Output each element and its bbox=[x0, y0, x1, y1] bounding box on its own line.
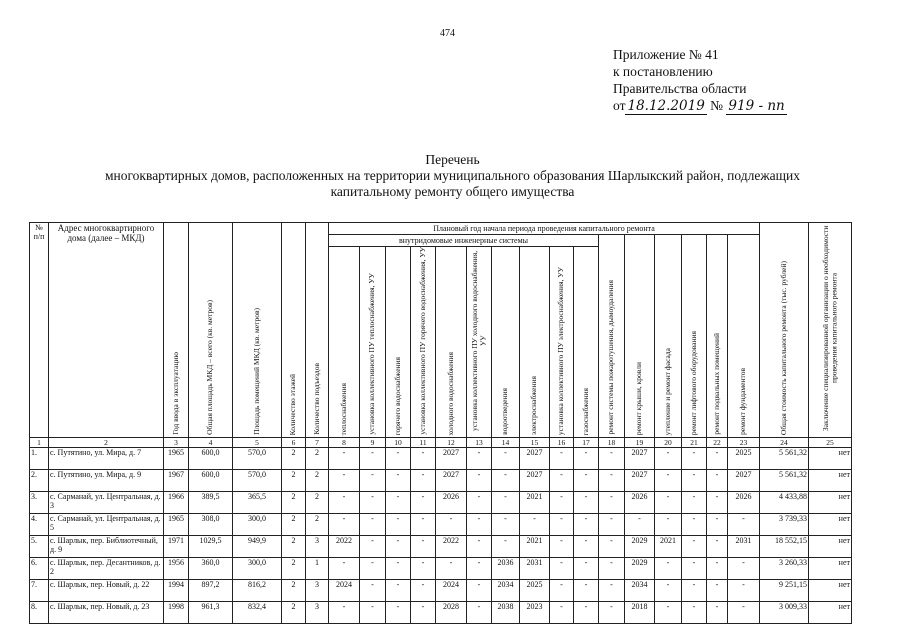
table-cell: - bbox=[574, 558, 599, 580]
table-cell: - bbox=[550, 580, 574, 602]
table-cell: 2 bbox=[282, 514, 306, 536]
table-cell: - bbox=[360, 514, 386, 536]
table-cell: - bbox=[599, 514, 625, 536]
document-title bbox=[0, 152, 905, 200]
table-cell: - bbox=[360, 470, 386, 492]
header-elevator: ремонт лифтового оборудования bbox=[682, 235, 707, 438]
table-cell: 2022 bbox=[436, 536, 467, 558]
column-number: 25 bbox=[809, 438, 852, 448]
appendix-line-4 bbox=[613, 97, 787, 115]
table-cell: - bbox=[360, 580, 386, 602]
table-cell: - bbox=[599, 602, 625, 624]
address-cell: с. Сарманай, ул. Центральная, д. 5 bbox=[49, 514, 164, 536]
table-cell: 5 561,32 bbox=[760, 470, 809, 492]
table-cell: 2021 bbox=[655, 536, 682, 558]
column-number-row bbox=[30, 438, 852, 448]
address-cell: с. Сарманай, ул. Центральная, д. 3 bbox=[49, 492, 164, 514]
table-cell: - bbox=[492, 514, 520, 536]
table-cell: 2029 bbox=[625, 558, 655, 580]
header-facade: утепление и ремонт фасада bbox=[655, 235, 682, 438]
table-cell: - bbox=[599, 470, 625, 492]
header-heat-meter: установка коллективного ПУ теплоснабжения, УУ bbox=[360, 247, 386, 438]
table-cell: 300,0 bbox=[233, 514, 282, 536]
table-cell: 1994 bbox=[164, 580, 189, 602]
table-cell: - bbox=[655, 602, 682, 624]
appendix-line-3: Правительства области bbox=[613, 81, 747, 96]
table-cell: 2. bbox=[30, 470, 49, 492]
table-cell: 2 bbox=[282, 492, 306, 514]
column-number: 9 bbox=[360, 438, 386, 448]
table-cell: - bbox=[682, 514, 707, 536]
address-cell: с. Путятино, ул. Мира, д. 9 bbox=[49, 470, 164, 492]
table-cell: 2034 bbox=[492, 580, 520, 602]
table-cell: 2027 bbox=[520, 470, 550, 492]
table-cell: - bbox=[655, 580, 682, 602]
table-cell: - bbox=[655, 448, 682, 470]
table-cell: - bbox=[386, 536, 411, 558]
header-cold-water: холодного водоснабжения bbox=[436, 247, 467, 438]
column-number: 20 bbox=[655, 438, 682, 448]
table-cell: 2018 bbox=[625, 602, 655, 624]
table-cell: 2 bbox=[306, 470, 329, 492]
table-cell: - bbox=[574, 492, 599, 514]
header-floors: Количество этажей bbox=[282, 223, 306, 438]
table-cell: 8. bbox=[30, 602, 49, 624]
table-cell: 570,0 bbox=[233, 470, 282, 492]
table-cell: 300,0 bbox=[233, 558, 282, 580]
table-cell: - bbox=[411, 514, 436, 536]
header-total-cost: Общая стоимость капитального ремонта (тыс. рублей) bbox=[760, 223, 809, 438]
table-cell: - bbox=[682, 558, 707, 580]
table-cell: 308,0 bbox=[189, 514, 233, 536]
table-cell: 2 bbox=[282, 558, 306, 580]
table-cell: 1965 bbox=[164, 448, 189, 470]
number-sign: № bbox=[710, 98, 724, 113]
table-cell: - bbox=[574, 580, 599, 602]
table-cell: - bbox=[728, 514, 760, 536]
table-cell: - bbox=[550, 536, 574, 558]
table-cell: - bbox=[360, 558, 386, 580]
table-cell: - bbox=[550, 448, 574, 470]
table-cell: - bbox=[655, 558, 682, 580]
table-cell: 1029,5 bbox=[189, 536, 233, 558]
table-body bbox=[30, 438, 852, 624]
table-cell: нет bbox=[809, 536, 852, 558]
houses-table bbox=[29, 222, 852, 624]
table-cell: 365,5 bbox=[233, 492, 282, 514]
header-electricity-meter: установка коллективного ПУ электроснабжения, УУ bbox=[550, 247, 574, 438]
table-cell: 3 260,33 bbox=[760, 558, 809, 580]
table-cell: нет bbox=[809, 558, 852, 580]
table-cell: - bbox=[360, 448, 386, 470]
table-row bbox=[30, 558, 852, 580]
table-cell: - bbox=[550, 470, 574, 492]
table-cell: - bbox=[707, 448, 728, 470]
table-cell: - bbox=[707, 470, 728, 492]
table-cell: - bbox=[599, 448, 625, 470]
table-cell: нет bbox=[809, 492, 852, 514]
table-cell: 2034 bbox=[625, 580, 655, 602]
header-num: № п/п bbox=[30, 223, 49, 438]
table-cell: - bbox=[467, 470, 492, 492]
table-cell: 2024 bbox=[329, 580, 360, 602]
table-cell: 389,5 bbox=[189, 492, 233, 514]
column-number: 22 bbox=[707, 438, 728, 448]
table-cell: - bbox=[707, 558, 728, 580]
header-entrances: Количество подъездов bbox=[306, 223, 329, 438]
table-cell: - bbox=[707, 602, 728, 624]
table-cell: - bbox=[329, 492, 360, 514]
table-cell: - bbox=[467, 536, 492, 558]
table-cell: 2022 bbox=[329, 536, 360, 558]
header-total-area: Общая площадь МКД – всего (кв. метров) bbox=[189, 223, 233, 438]
table-cell: 3. bbox=[30, 492, 49, 514]
column-number: 14 bbox=[492, 438, 520, 448]
table-cell: - bbox=[360, 602, 386, 624]
table-cell: 2025 bbox=[728, 448, 760, 470]
table-cell: 2024 bbox=[436, 580, 467, 602]
table-cell: 2 bbox=[306, 448, 329, 470]
table-cell: 2025 bbox=[520, 580, 550, 602]
table-cell: 2029 bbox=[625, 536, 655, 558]
table-cell: 3 739,33 bbox=[760, 514, 809, 536]
table-cell: 1967 bbox=[164, 470, 189, 492]
table-cell: - bbox=[574, 602, 599, 624]
table-cell: - bbox=[386, 492, 411, 514]
table-cell: - bbox=[655, 492, 682, 514]
table-cell: 600,0 bbox=[189, 470, 233, 492]
table-row bbox=[30, 580, 852, 602]
table-cell: 4 433,88 bbox=[760, 492, 809, 514]
table-row bbox=[30, 602, 852, 624]
table-cell: 2021 bbox=[520, 536, 550, 558]
table-cell: - bbox=[599, 558, 625, 580]
column-number: 13 bbox=[467, 438, 492, 448]
column-number: 7 bbox=[306, 438, 329, 448]
table-cell: 3 bbox=[306, 536, 329, 558]
column-number: 21 bbox=[682, 438, 707, 448]
column-number: 2 bbox=[49, 438, 164, 448]
table-cell: - bbox=[386, 558, 411, 580]
table-cell: нет bbox=[809, 448, 852, 470]
column-number: 8 bbox=[329, 438, 360, 448]
column-number: 18 bbox=[599, 438, 625, 448]
table-cell: 1 bbox=[306, 558, 329, 580]
table-cell: - bbox=[360, 492, 386, 514]
table-cell: 1971 bbox=[164, 536, 189, 558]
table-cell: нет bbox=[809, 602, 852, 624]
table-cell: - bbox=[682, 580, 707, 602]
appendix-block bbox=[613, 46, 787, 115]
header-hot-water: горячего водоснабжения bbox=[386, 247, 411, 438]
table-cell: - bbox=[467, 580, 492, 602]
table-cell: 1956 bbox=[164, 558, 189, 580]
table-cell: - bbox=[728, 580, 760, 602]
table-cell: 2028 bbox=[436, 602, 467, 624]
table-cell: - bbox=[329, 514, 360, 536]
table-cell: 2027 bbox=[436, 448, 467, 470]
table-cell: - bbox=[329, 602, 360, 624]
table-cell: 600,0 bbox=[189, 448, 233, 470]
header-planned-year: Плановый год начала периода проведения капитального ремонта bbox=[329, 223, 760, 235]
table-cell: 2 bbox=[282, 448, 306, 470]
table-cell: 2027 bbox=[436, 470, 467, 492]
table-cell: 9 251,15 bbox=[760, 580, 809, 602]
address-cell: с. Путятино, ул. Мира, д. 7 bbox=[49, 448, 164, 470]
column-number: 3 bbox=[164, 438, 189, 448]
table-cell: 2 bbox=[282, 580, 306, 602]
table-row bbox=[30, 448, 852, 470]
table-cell: - bbox=[599, 536, 625, 558]
header-year-built: Год ввода в эксплуатацию bbox=[164, 223, 189, 438]
page-number: 474 bbox=[440, 28, 455, 39]
column-number: 11 bbox=[411, 438, 436, 448]
table-cell: 2027 bbox=[625, 470, 655, 492]
column-number: 15 bbox=[520, 438, 550, 448]
header-sewerage: водоотведения bbox=[492, 247, 520, 438]
table-row bbox=[30, 470, 852, 492]
table-cell: 2038 bbox=[492, 602, 520, 624]
table-cell: - bbox=[436, 514, 467, 536]
appendix-line-2: к постановлению bbox=[613, 64, 713, 79]
table-cell: - bbox=[550, 514, 574, 536]
table-cell: 2 bbox=[306, 492, 329, 514]
date-prefix: от bbox=[613, 98, 626, 113]
table-cell: - bbox=[599, 492, 625, 514]
table-row bbox=[30, 492, 852, 514]
table-cell: 3 009,33 bbox=[760, 602, 809, 624]
table-row bbox=[30, 514, 852, 536]
table-cell: 961,3 bbox=[189, 602, 233, 624]
table-cell: 570,0 bbox=[233, 448, 282, 470]
table-cell: - bbox=[625, 514, 655, 536]
header-electricity: электроснабжения bbox=[520, 247, 550, 438]
table-cell: 3 bbox=[306, 580, 329, 602]
table-cell: 2023 bbox=[520, 602, 550, 624]
table-cell: 5 561,32 bbox=[760, 448, 809, 470]
table-cell: - bbox=[682, 492, 707, 514]
appendix-line-1: Приложение № 41 bbox=[613, 47, 719, 62]
table-cell: - bbox=[550, 558, 574, 580]
header-hot-water-meter: установка коллективного ПУ горячего водоснабжения, УУ bbox=[411, 247, 436, 438]
table-cell: - bbox=[411, 558, 436, 580]
title-line-1: Перечень bbox=[425, 152, 480, 167]
table-cell: - bbox=[492, 448, 520, 470]
table-cell: 2031 bbox=[728, 536, 760, 558]
address-cell: с. Шарлык, пер. Десантников, д. 2 bbox=[49, 558, 164, 580]
table-cell: - bbox=[360, 536, 386, 558]
table-cell: 2036 bbox=[492, 558, 520, 580]
table-cell: - bbox=[386, 580, 411, 602]
table-cell: - bbox=[492, 470, 520, 492]
table-cell: - bbox=[467, 492, 492, 514]
table-cell: 3 bbox=[306, 602, 329, 624]
table-cell: 2 bbox=[282, 470, 306, 492]
header-basement: ремонт подвальных помещений bbox=[707, 235, 728, 438]
table-cell: - bbox=[550, 492, 574, 514]
table-cell: - bbox=[411, 580, 436, 602]
table-cell: - bbox=[707, 580, 728, 602]
table-cell: 6. bbox=[30, 558, 49, 580]
title-line-2: многоквартирных домов, расположенных на территории муниципального образования Шарлыкский район, подлежащих bbox=[104, 168, 801, 183]
table-cell: 2031 bbox=[520, 558, 550, 580]
table-cell: - bbox=[386, 470, 411, 492]
table-cell: 2027 bbox=[625, 448, 655, 470]
table-cell: - bbox=[329, 470, 360, 492]
table-cell: 832,4 bbox=[233, 602, 282, 624]
table-cell: 2027 bbox=[728, 470, 760, 492]
header-heating: теплоснабжения bbox=[329, 247, 360, 438]
column-number: 24 bbox=[760, 438, 809, 448]
table-cell: нет bbox=[809, 514, 852, 536]
table-cell: 4. bbox=[30, 514, 49, 536]
column-number: 6 bbox=[282, 438, 306, 448]
table-cell: 2 bbox=[282, 602, 306, 624]
table-cell: 5. bbox=[30, 536, 49, 558]
table-cell: - bbox=[492, 536, 520, 558]
table-cell: - bbox=[411, 448, 436, 470]
table-cell: - bbox=[682, 470, 707, 492]
table-cell: нет bbox=[809, 580, 852, 602]
column-number: 1 bbox=[30, 438, 49, 448]
address-cell: с. Шарлык, пер. Библиотечный, д. 9 bbox=[49, 536, 164, 558]
header-foundation: ремонт фундаментов bbox=[728, 235, 760, 438]
table-cell: 816,2 bbox=[233, 580, 282, 602]
table-cell: 18 552,15 bbox=[760, 536, 809, 558]
table-cell: - bbox=[386, 448, 411, 470]
column-number: 23 bbox=[728, 438, 760, 448]
column-number: 10 bbox=[386, 438, 411, 448]
table-cell: - bbox=[520, 514, 550, 536]
title-line-3: капитальному ремонту общего имущества bbox=[330, 184, 575, 199]
table-cell: - bbox=[550, 602, 574, 624]
table-cell: 2021 bbox=[520, 492, 550, 514]
table-cell: - bbox=[467, 602, 492, 624]
table-cell: - bbox=[682, 602, 707, 624]
header-engineering-systems: внутридомовые инженерные системы bbox=[329, 235, 599, 247]
address-cell: с. Шарлык, пер. Новый, д. 23 bbox=[49, 602, 164, 624]
table-cell: - bbox=[436, 558, 467, 580]
header-fire-system: ремонт системы пожаротушения, дымоудаления bbox=[599, 235, 625, 438]
table-cell: 1998 bbox=[164, 602, 189, 624]
table-cell: - bbox=[467, 514, 492, 536]
header-gas: газоснабжения bbox=[574, 247, 599, 438]
table-cell: - bbox=[492, 492, 520, 514]
table-cell: - bbox=[655, 470, 682, 492]
column-number: 17 bbox=[574, 438, 599, 448]
table-cell: - bbox=[386, 514, 411, 536]
table-cell: - bbox=[574, 470, 599, 492]
table-cell: 2026 bbox=[436, 492, 467, 514]
handwritten-doc-number: 919 - пп bbox=[728, 98, 785, 114]
column-number: 12 bbox=[436, 438, 467, 448]
table-cell: - bbox=[467, 558, 492, 580]
table-cell: - bbox=[574, 536, 599, 558]
table-cell: - bbox=[411, 602, 436, 624]
table-row bbox=[30, 536, 852, 558]
address-cell: с. Шарлык, пер. Новый, д. 22 bbox=[49, 580, 164, 602]
table-cell: - bbox=[728, 602, 760, 624]
table-cell: 2027 bbox=[520, 448, 550, 470]
table-cell: - bbox=[728, 558, 760, 580]
table-cell: 1965 bbox=[164, 514, 189, 536]
table-cell: - bbox=[707, 514, 728, 536]
table-cell: - bbox=[329, 558, 360, 580]
table-cell: 7. bbox=[30, 580, 49, 602]
table-cell: - bbox=[574, 514, 599, 536]
header-roof: ремонт крыши, кровли bbox=[625, 235, 655, 438]
header-address: Адрес многоквартирного дома (далее – МКД) bbox=[49, 223, 164, 438]
column-number: 5 bbox=[233, 438, 282, 448]
table-cell: - bbox=[682, 536, 707, 558]
column-number: 4 bbox=[189, 438, 233, 448]
table-cell: 1. bbox=[30, 448, 49, 470]
header-conclusion: Заключение специализированной организации о необходимости проведения капитального ремонта bbox=[809, 223, 852, 438]
table-cell: 2 bbox=[306, 514, 329, 536]
table-cell: - bbox=[707, 492, 728, 514]
table-cell: - bbox=[707, 536, 728, 558]
table-cell: - bbox=[467, 448, 492, 470]
table-cell: нет bbox=[809, 470, 852, 492]
table-cell: - bbox=[682, 448, 707, 470]
table-cell: - bbox=[411, 470, 436, 492]
table-cell: - bbox=[574, 448, 599, 470]
table-cell: - bbox=[411, 492, 436, 514]
header-cold-water-meter: установка коллективного ПУ холодного водоснабжения, УУ bbox=[467, 247, 492, 438]
table-cell: 360,0 bbox=[189, 558, 233, 580]
table-cell: 2 bbox=[282, 536, 306, 558]
table-cell: - bbox=[411, 536, 436, 558]
table-cell: - bbox=[599, 580, 625, 602]
table-cell: - bbox=[329, 448, 360, 470]
table-cell: 2026 bbox=[728, 492, 760, 514]
table-cell: - bbox=[386, 602, 411, 624]
table-cell: 949,9 bbox=[233, 536, 282, 558]
table-cell: 897,2 bbox=[189, 580, 233, 602]
column-number: 16 bbox=[550, 438, 574, 448]
column-number: 19 bbox=[625, 438, 655, 448]
header-premises-area: Площадь помещений МКД (кв. метров) bbox=[233, 223, 282, 438]
handwritten-date: 18.12.2019 bbox=[627, 98, 705, 114]
table-cell: 1966 bbox=[164, 492, 189, 514]
table-cell: - bbox=[655, 514, 682, 536]
table-cell: 2026 bbox=[625, 492, 655, 514]
